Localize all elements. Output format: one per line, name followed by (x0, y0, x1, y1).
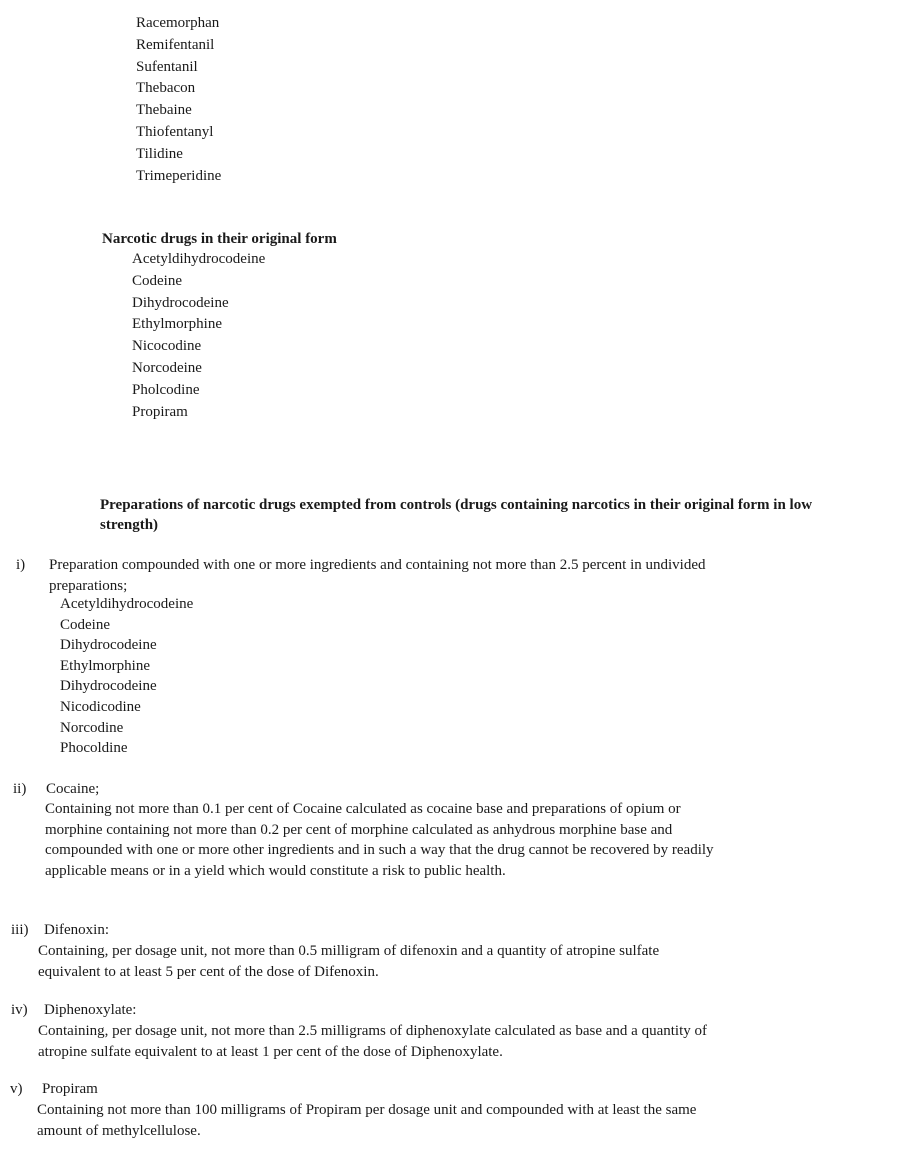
list-item: Sufentanil (136, 58, 198, 75)
item-number: i) (16, 557, 26, 573)
item-ii-text: Containing not more than 0.1 per cent of Cocaine calculated as cocaine base and preparations of opium or morphine containing not more than 0.2 per cent of morphine calculated as anhydrous morphine base and compounded with one or more other ingredients and in such a way that the drug cannot be recovered by readily applicable means or in a yield which would constitute a risk to public health. (45, 801, 714, 879)
list-item: Norcodeine (132, 359, 202, 376)
item-iii-title: Difenoxin: (44, 922, 109, 938)
list-item: Propiram (132, 403, 188, 420)
list-item: Dihydrocodeine (60, 637, 157, 654)
list-item: Tilidine (136, 145, 183, 162)
list-item: Codeine (60, 616, 110, 633)
original-form-drug-list (132, 249, 265, 423)
item-v-title: Propiram (42, 1081, 98, 1097)
top-drug-list (136, 13, 221, 187)
list-item: Nicodicodine (60, 698, 141, 715)
item-number: v) (10, 1081, 23, 1097)
list-item: Trimeperidine (136, 167, 222, 184)
section-heading-original-form: Narcotic drugs in their original form (102, 231, 337, 247)
section-heading-exempted: Preparations of narcotic drugs exempted from controls (drugs containing narcotics in their original form in low strength) (100, 497, 813, 533)
list-item: Ethylmorphine (132, 316, 222, 333)
item-number: iii) (11, 922, 29, 938)
list-item: Dihydrocodeine (132, 294, 229, 311)
list-item: Phocoldine (60, 740, 128, 757)
item-ii-title: Cocaine; (46, 781, 100, 797)
item-iv-title: Diphenoxylate: (44, 1002, 137, 1018)
item-iii-text: Containing, per dosage unit, not more than 0.5 milligram of difenoxin and a quantity of atropine sulfate equivalent to at least 5 per cent of the dose of Difenoxin. (38, 943, 660, 980)
list-item: Acetyldihydrocodeine (60, 596, 194, 612)
item-i-text: Preparation compounded with one or more ingredients and containing not more than 2.5 percent in undivided preparations; (49, 557, 706, 594)
list-item: Ethylmorphine (60, 657, 150, 674)
item-number: ii) (13, 781, 27, 797)
list-item: Codeine (132, 272, 182, 289)
list-item: Thebaine (136, 102, 192, 119)
list-item: Dihydrocodeine (60, 678, 157, 695)
list-item: Norcodine (60, 719, 124, 736)
list-item: Racemorphan (136, 15, 220, 31)
list-item: Thebacon (136, 80, 196, 97)
list-item: Nicocodine (132, 338, 202, 355)
item-v-text: Containing not more than 100 milligrams of Propiram per dosage unit and compounded with at least the same amount of methylcellulose. (37, 1102, 697, 1139)
list-item: Acetyldihydrocodeine (132, 251, 266, 267)
item-iv-text: Containing, per dosage unit, not more than 2.5 milligrams of diphenoxylate calculated as base and a quantity of atropine sulfate equivalent to at least 1 per cent of the dose of Diphenoxylate. (38, 1023, 707, 1060)
item-i-drug-list (60, 594, 193, 759)
list-item: Pholcodine (132, 381, 200, 398)
list-item: Thiofentanyl (136, 123, 214, 140)
list-item: Remifentanil (136, 36, 215, 53)
item-number: iv) (11, 1002, 28, 1018)
